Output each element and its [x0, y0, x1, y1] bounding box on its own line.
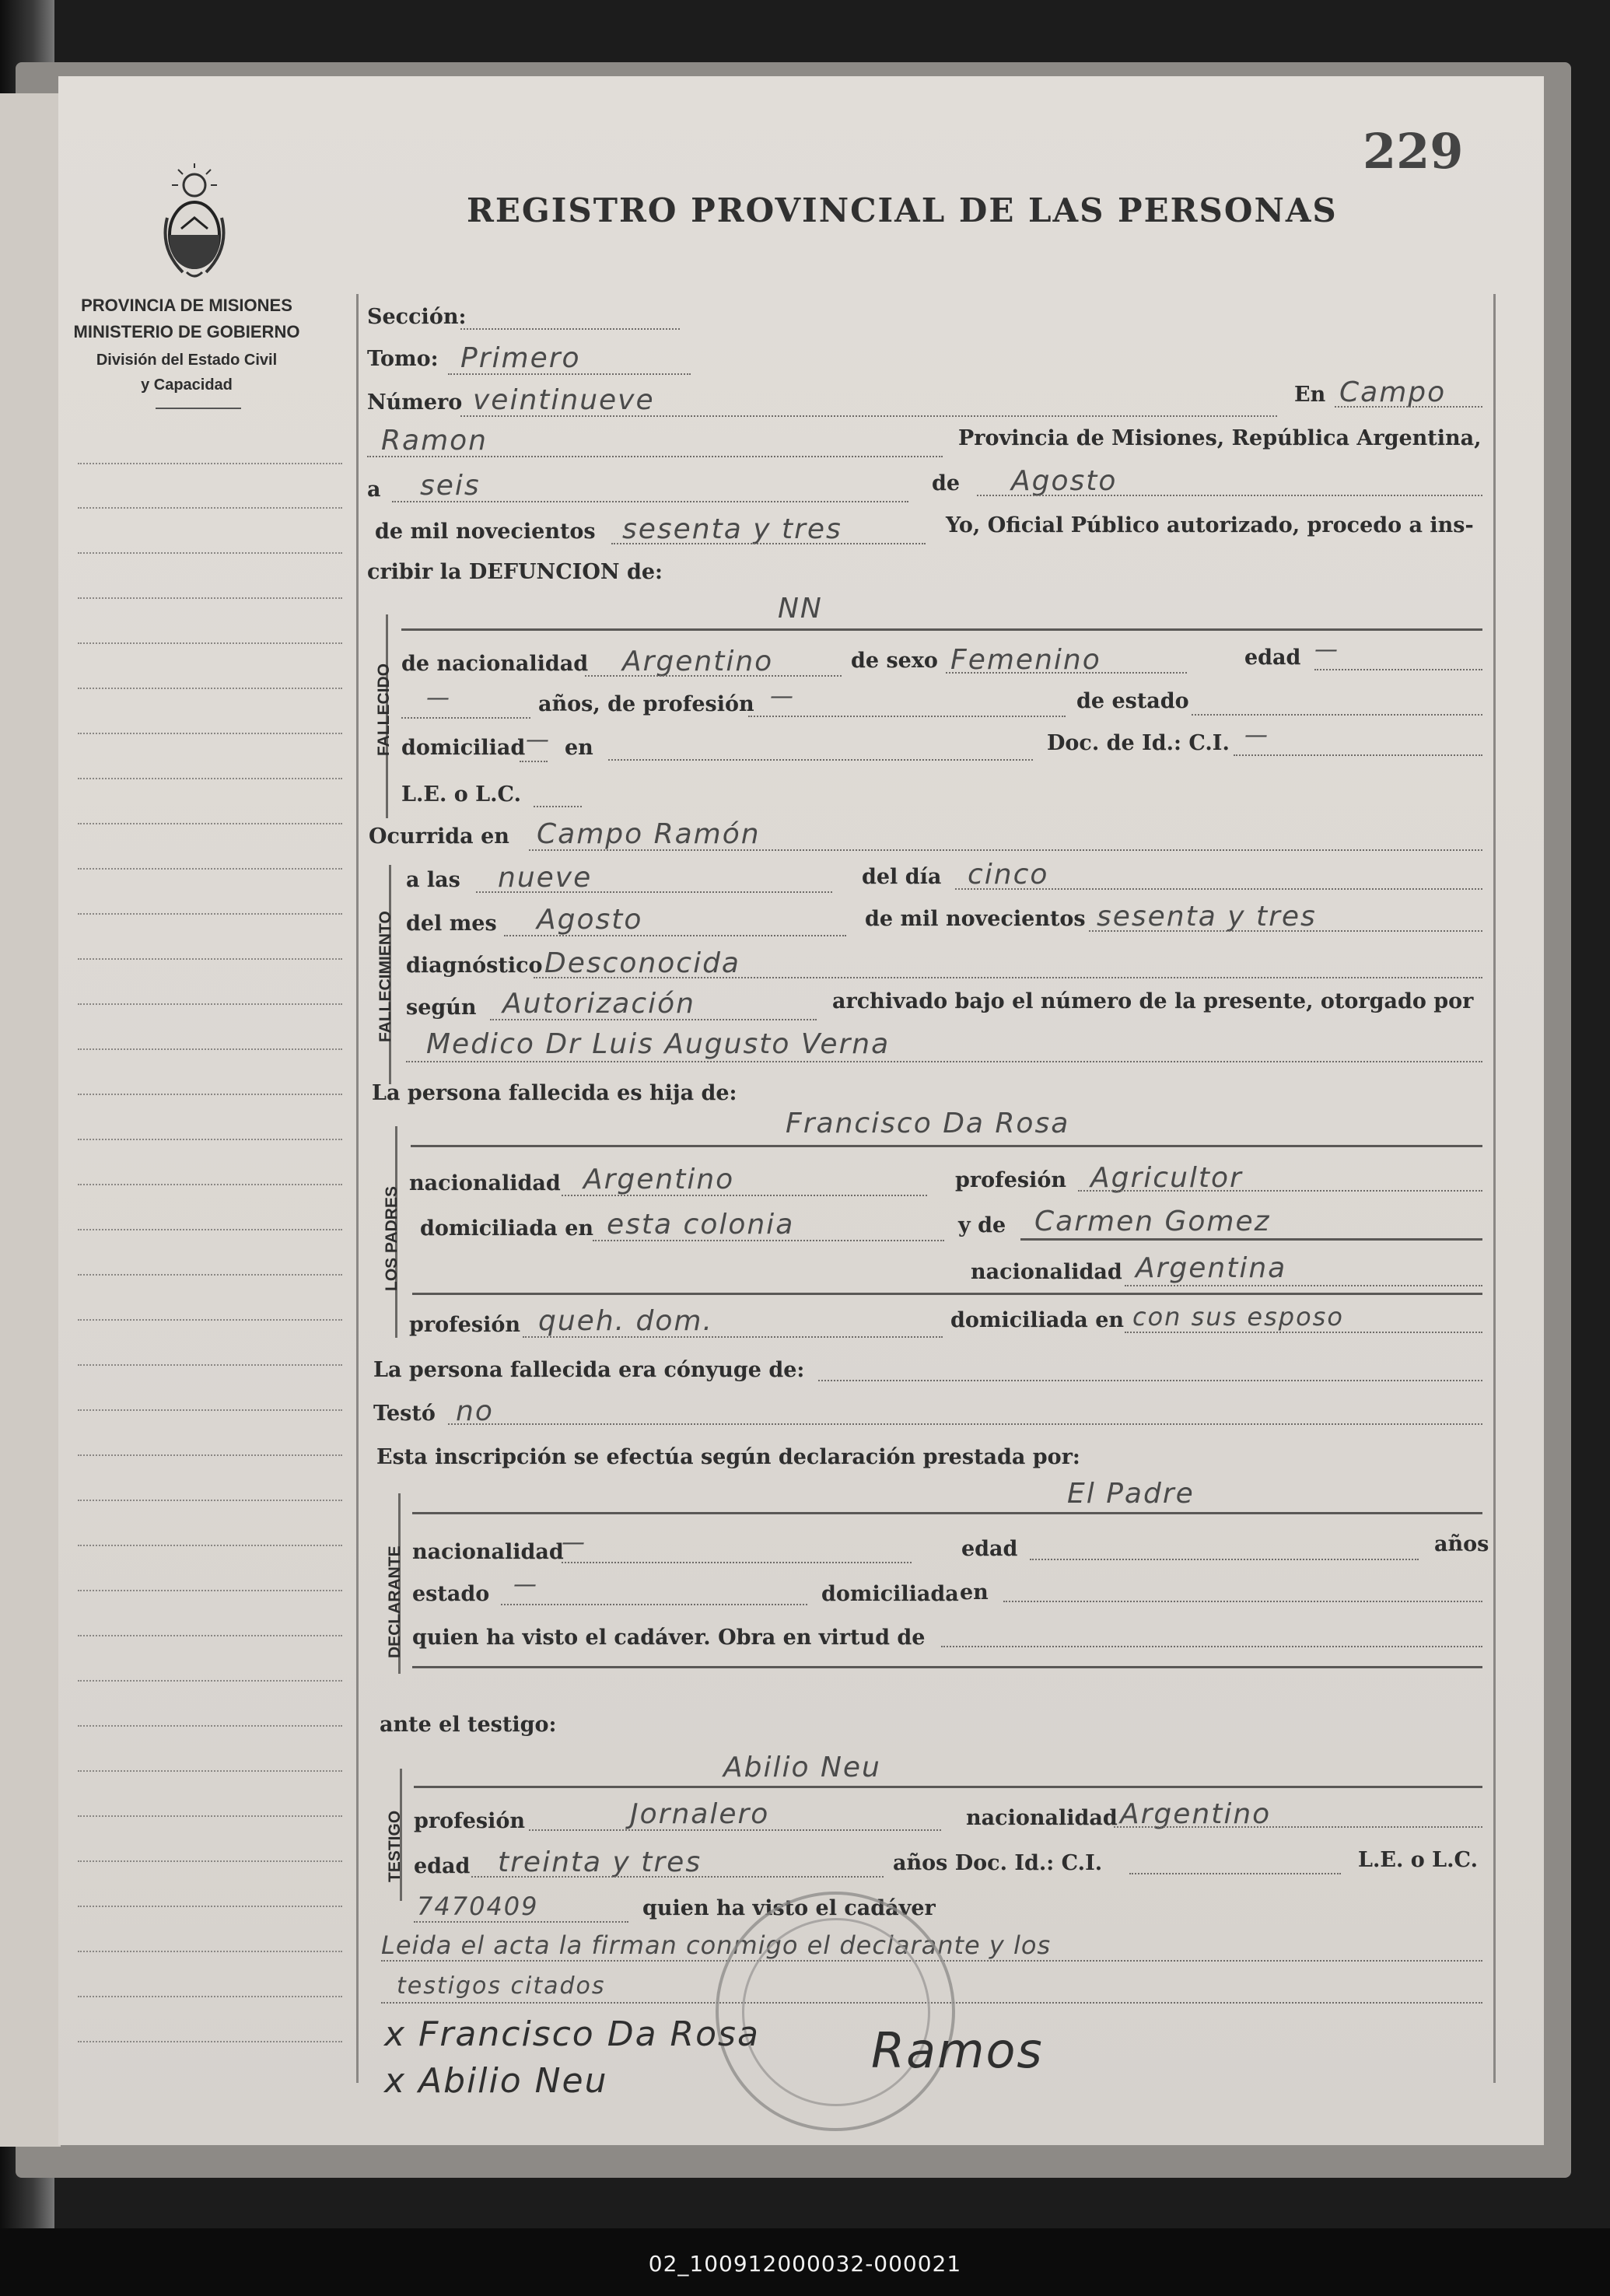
- sidebar-ministry: MINISTERIO DE GOBIERNO: [73, 322, 300, 341]
- margin-line: [78, 1545, 342, 1546]
- nacionalidad-line: [585, 675, 842, 677]
- numero-line: [460, 415, 1277, 417]
- label-domiciliad: domiciliad: [401, 736, 526, 760]
- value-decl-estado: —: [513, 1571, 538, 1598]
- margin-line: [78, 1590, 342, 1591]
- label-yo-oficial: Yo, Oficial Público autorizado, procedo a ins-: [946, 513, 1474, 537]
- margin-line: [78, 1996, 342, 1997]
- value-segun: Autorización: [502, 988, 695, 1020]
- label-archivado: archivado bajo el número de la presente, otorgado por: [832, 989, 1474, 1013]
- dia-fallec-line: [955, 888, 1482, 890]
- madre-line: [1020, 1238, 1482, 1241]
- label-quien-visto: quien ha visto el cadáver: [642, 1896, 936, 1920]
- en2-line: [608, 759, 1033, 761]
- label-le-lc: L.E. o L.C.: [401, 782, 521, 807]
- value-tomo: Primero: [460, 342, 581, 374]
- declarante-bottom-line: [412, 1666, 1482, 1668]
- value-ocurrida: Campo Ramón: [537, 818, 761, 850]
- madre-prof-line: [523, 1336, 943, 1338]
- lugar1-line: [1335, 406, 1482, 408]
- label-a: a: [367, 478, 381, 502]
- nombre-line: [401, 628, 1482, 631]
- margin-line: [78, 733, 342, 734]
- section-fallecimiento: FALLECIMIENTO: [376, 911, 394, 1042]
- margin-line: [78, 1500, 342, 1501]
- testigo-doc2-line: [414, 1921, 628, 1923]
- label-en: En: [1294, 383, 1326, 407]
- label-ocurrida-en: Ocurrida en: [369, 824, 509, 849]
- edad-line: [1314, 669, 1482, 670]
- label-de-estado: de estado: [1076, 689, 1189, 713]
- margin-line: [78, 1860, 342, 1862]
- label-tomo: Tomo:: [367, 347, 439, 371]
- doc-line: [1234, 754, 1482, 756]
- signature-testigo: x Abilio Neu: [384, 2061, 608, 2101]
- sidebar-division: División del Estado Civil: [96, 352, 278, 369]
- label-ante-testigo: ante el testigo:: [380, 1713, 557, 1737]
- margin-line: [78, 1680, 342, 1682]
- label-conyuge: La persona fallecida era cónyuge de:: [373, 1358, 805, 1382]
- facing-page-edge: [0, 93, 61, 2147]
- value-nota2: testigos citados: [397, 1972, 606, 2000]
- image-caption: 02_100912000032-000021: [648, 2251, 962, 2277]
- testo-line: [448, 1423, 1482, 1425]
- margin-line: [78, 597, 342, 599]
- value-anio: sesenta y tres: [622, 513, 842, 545]
- section-padres: LOS PADRES: [383, 1186, 401, 1291]
- label-de: de: [932, 471, 961, 495]
- label-testo: Testó: [373, 1402, 436, 1426]
- label-cribir: cribir la DEFUNCION de:: [367, 560, 663, 584]
- value-testigo-nac: Argentino: [1120, 1798, 1272, 1830]
- label-provincia: Provincia de Misiones, República Argentina,: [958, 426, 1482, 450]
- margin-line: [78, 552, 342, 554]
- form-frame-right: [1493, 294, 1496, 2083]
- label-nacionalidad3: nacionalidad: [412, 1540, 564, 1564]
- label-de-nacionalidad: de nacionalidad: [401, 652, 589, 676]
- label-nacionalidad: nacionalidad: [409, 1171, 561, 1195]
- label-nacionalidad4: nacionalidad: [966, 1806, 1118, 1830]
- dia-line: [392, 501, 908, 502]
- signature-declarante: x Francisco Da Rosa: [384, 2014, 760, 2054]
- cadaver-line: [941, 1646, 1482, 1647]
- margin-line: [78, 1184, 342, 1185]
- declarante-line: [412, 1512, 1482, 1514]
- padre-nac-line: [562, 1195, 927, 1196]
- label-de-mil2: de mil novecientos: [865, 907, 1086, 931]
- label-anos-profesion: años, de profesión: [538, 692, 754, 716]
- margin-line: [78, 1048, 342, 1050]
- label-numero: Número: [367, 390, 463, 415]
- margin-line: [78, 642, 342, 644]
- label-edad3: edad: [961, 1537, 1018, 1561]
- value-profesion: —: [770, 683, 795, 710]
- value-anos: —: [426, 684, 451, 712]
- margin-line: [78, 1454, 342, 1456]
- margin-line: [78, 1319, 342, 1321]
- document-title: REGISTRO PROVINCIAL DE LAS PERSONAS: [467, 191, 1338, 229]
- margin-line: [78, 1003, 342, 1005]
- label-edad: edad: [1244, 646, 1301, 670]
- margin-line: [78, 2041, 342, 2042]
- coat-of-arms-icon: [159, 163, 229, 288]
- value-padre-dom: esta colonia: [607, 1209, 795, 1241]
- form-frame-left: [356, 294, 359, 2083]
- mes-line: [977, 495, 1482, 496]
- padre-dom-line: [593, 1240, 944, 1241]
- label-en3: en: [960, 1580, 989, 1605]
- sidebar-underline: [156, 408, 241, 409]
- value-madre-prof: queh. dom.: [538, 1305, 713, 1337]
- value-mes-fallec: Agosto: [537, 904, 643, 936]
- testigo-prof-line: [529, 1829, 941, 1831]
- value-domiciliad: —: [526, 726, 551, 754]
- label-del-mes: del mes: [406, 912, 497, 936]
- value-lugar1: Campo: [1339, 376, 1447, 408]
- value-numero: veintinueve: [473, 384, 655, 416]
- label-profesion2: profesión: [409, 1313, 521, 1337]
- value-dia: seis: [420, 470, 481, 502]
- padres-divider: [412, 1293, 1482, 1295]
- margin-line: [78, 958, 342, 960]
- margin-line: [78, 1229, 342, 1230]
- value-edad: —: [1314, 636, 1339, 663]
- margin-line: [78, 1409, 342, 1411]
- label-profesion: profesión: [955, 1168, 1067, 1192]
- label-le-lc4: L.E. o L.C.: [1358, 1848, 1478, 1872]
- label-diagnostico: diagnóstico: [406, 954, 543, 978]
- label-domiciliada-en: domiciliada en: [420, 1216, 594, 1241]
- testigo-nac-line: [1114, 1826, 1482, 1828]
- margin-line: [78, 1139, 342, 1140]
- margin-line: [78, 1906, 342, 1907]
- margin-line: [78, 507, 342, 509]
- value-testigo-edad: treinta y tres: [498, 1846, 702, 1878]
- label-domiciliada-en2: domiciliada en: [950, 1308, 1125, 1332]
- segun-line: [490, 1019, 817, 1020]
- section-fallecido: FALLECIDO: [375, 663, 393, 756]
- profesion-line: [748, 716, 1066, 717]
- value-nombre: NN: [778, 593, 823, 625]
- sidebar-province: PROVINCIA DE MISIONES: [81, 296, 292, 315]
- seccion-line: [460, 328, 680, 330]
- diagnostico-line: [534, 977, 1482, 978]
- margin-line: [78, 823, 342, 824]
- conyuge-line: [818, 1380, 1482, 1381]
- section-declarante: DECLARANTE: [386, 1545, 404, 1658]
- label-y-de: y de: [958, 1213, 1006, 1237]
- label-estado3: estado: [412, 1582, 490, 1606]
- label-profesion4: profesión: [414, 1809, 526, 1833]
- label-de-mil: de mil novecientos: [375, 520, 596, 544]
- label-domiciliada3: domiciliada: [821, 1582, 959, 1606]
- value-declarante: El Padre: [1067, 1478, 1195, 1510]
- value-dia-fallec: cinco: [968, 859, 1049, 891]
- decl-nac-line: [562, 1562, 912, 1563]
- value-nota1: Leida el acta la firman conmigo el declarante y los: [381, 1930, 1052, 1960]
- label-sexo: de sexo: [851, 649, 938, 673]
- label-anos3: años: [1434, 1532, 1489, 1556]
- domiciliad-line: [520, 761, 548, 762]
- label-anos-doc: años Doc. Id.: C.I.: [893, 1851, 1103, 1875]
- mes-fallec-line: [504, 935, 846, 936]
- margin-line: [78, 778, 342, 779]
- value-testo: no: [456, 1395, 494, 1427]
- value-otorgado: Medico Dr Luis Augusto Verna: [426, 1028, 891, 1060]
- margin-line: [78, 688, 342, 689]
- margin-line: [78, 463, 342, 464]
- decl-estado-line: [501, 1604, 807, 1605]
- label-doc-id: Doc. de Id.: C.I.: [1047, 731, 1230, 755]
- label-del-dia: del día: [862, 865, 942, 889]
- value-doc: —: [1244, 722, 1269, 749]
- margin-line: [78, 1635, 342, 1636]
- testigo-line: [414, 1786, 1482, 1788]
- value-mes: Agosto: [1011, 465, 1118, 497]
- margin-line: [78, 1725, 342, 1727]
- anos-line: [401, 717, 530, 719]
- madre-nac-line: [1125, 1285, 1482, 1286]
- ocurrida-line: [529, 849, 1482, 851]
- official-seal: [716, 1892, 955, 2131]
- margin-line: [78, 1951, 342, 1952]
- value-hora: nueve: [498, 862, 593, 894]
- label-inscripcion: Esta inscripción se efectúa según declaración prestada por:: [376, 1445, 1080, 1469]
- label-nacionalidad2: nacionalidad: [971, 1260, 1122, 1284]
- margin-line: [78, 1364, 342, 1366]
- value-lugar2: Ramon: [381, 425, 488, 457]
- value-padre-nac: Argentino: [583, 1164, 735, 1195]
- value-anio-fallec: sesenta y tres: [1097, 901, 1317, 933]
- value-sexo: Femenino: [950, 644, 1101, 676]
- estado-line: [1192, 714, 1482, 716]
- value-madre-nac: Argentina: [1136, 1252, 1287, 1284]
- value-nacionalidad: Argentino: [622, 646, 774, 677]
- value-testigo: Abilio Neu: [723, 1752, 881, 1783]
- value-diagnostico: Desconocida: [544, 947, 740, 979]
- page-number: 229: [1363, 123, 1464, 180]
- padre-line: [411, 1145, 1482, 1147]
- margin-line: [78, 913, 342, 915]
- margin-line: [78, 1815, 342, 1817]
- le-lc-line: [534, 806, 582, 807]
- value-testigo-doc: 7470409: [417, 1892, 539, 1921]
- padre-prof-line: [1078, 1190, 1482, 1192]
- signature-oficial: Ramos: [871, 2022, 1044, 2079]
- section-testigo: TESTIGO: [386, 1810, 404, 1882]
- value-testigo-prof: Jornalero: [630, 1798, 770, 1830]
- testigo-doc-line: [1129, 1873, 1341, 1874]
- anio-fallec-line: [1089, 930, 1482, 932]
- madre-dom-line: [1125, 1332, 1482, 1333]
- value-padre: Francisco Da Rosa: [786, 1108, 1070, 1139]
- label-a-las: a las: [406, 868, 460, 892]
- decl-edad-line: [1030, 1559, 1419, 1560]
- value-madre-dom: con sus esposo: [1132, 1302, 1344, 1332]
- value-decl-nac: —: [562, 1529, 586, 1556]
- label-en2: en: [565, 736, 593, 760]
- testigo-edad-line: [471, 1876, 884, 1878]
- value-madre: Carmen Gomez: [1034, 1206, 1271, 1237]
- value-padre-prof: Agricultor: [1090, 1162, 1243, 1194]
- margin-line: [78, 1770, 342, 1772]
- label-edad4: edad: [414, 1854, 471, 1878]
- anio-line: [611, 543, 926, 544]
- label-segun: según: [406, 996, 477, 1020]
- margin-line: [78, 1274, 342, 1276]
- hora-line: [476, 891, 832, 893]
- sexo-line: [946, 672, 1187, 674]
- sidebar-capacidad: y Capacidad: [141, 376, 233, 394]
- label-seccion: Sección:: [367, 305, 467, 329]
- otorgado-line: [406, 1061, 1482, 1062]
- margin-line: [78, 1094, 342, 1095]
- tomo-line: [448, 373, 691, 375]
- margin-line: [78, 868, 342, 870]
- lugar2-line: [367, 456, 943, 457]
- label-cadaver: quien ha visto el cadáver. Obra en virtud de: [412, 1626, 926, 1650]
- decl-dom-line: [1003, 1601, 1482, 1602]
- label-hija-de: La persona fallecida es hija de:: [372, 1081, 737, 1105]
